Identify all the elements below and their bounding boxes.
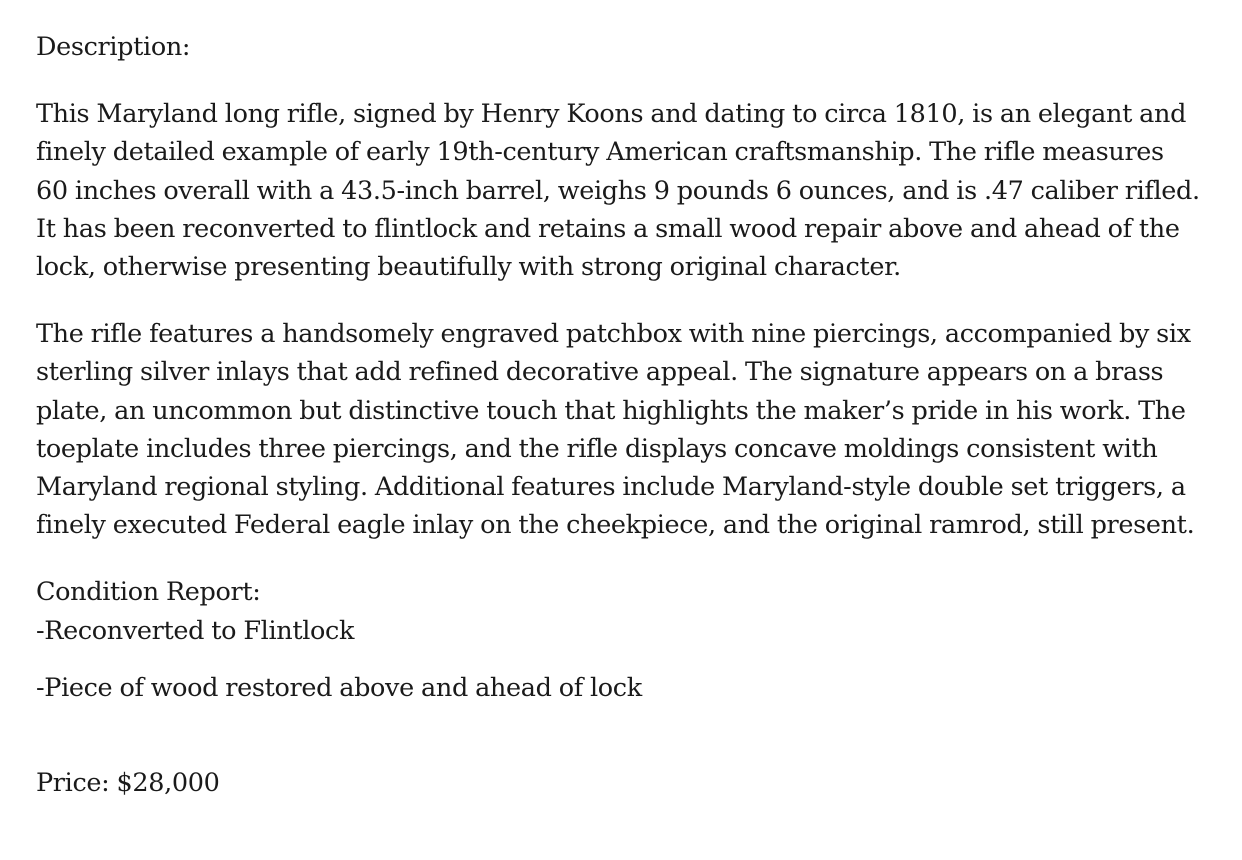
description-heading: Description:	[36, 32, 191, 62]
condition-item: -Piece of wood restored above and ahead of lock	[36, 672, 642, 703]
product-description	[36, 28, 1202, 802]
description-section	[36, 28, 1202, 544]
condition-item: -Reconverted to Flintlock	[36, 615, 355, 646]
price-section	[36, 764, 1202, 802]
condition-report-heading: Condition Report:	[36, 577, 261, 608]
price-text: Price: $28,000	[36, 768, 220, 799]
description-paragraph-1: This Maryland long rifle, signed by Henry Koons and dating to circa 1810, is an elegant and finely detailed example of early 19th-century American craftsmanship. The rifle measures 60 inches overall with a 43.5-inch barrel, weighs 9 pounds 6 ounces, and is .47 caliber rifled. It has been reconverted to flintlock and retains a small wood repair above and ahead of the lock, otherwise presenting beautifully with strong original character.	[36, 99, 1200, 283]
condition-report-section	[36, 573, 1202, 707]
description-paragraph-2: The rifle features a handsomely engraved patchbox with nine piercings, accompanied by six sterling silver inlays that add refined decorative appeal. The signature appears on a brass plate, an uncommon but distinctive touch that highlights the maker’s pride in his work. The toeplate includes three piercings, and the rifle displays concave moldings consistent with Maryland regional styling. Additional features include Maryland-style double set triggers, a finely executed Federal eagle inlay on the cheekpiece, and the original ramrod, still present.	[36, 319, 1195, 541]
